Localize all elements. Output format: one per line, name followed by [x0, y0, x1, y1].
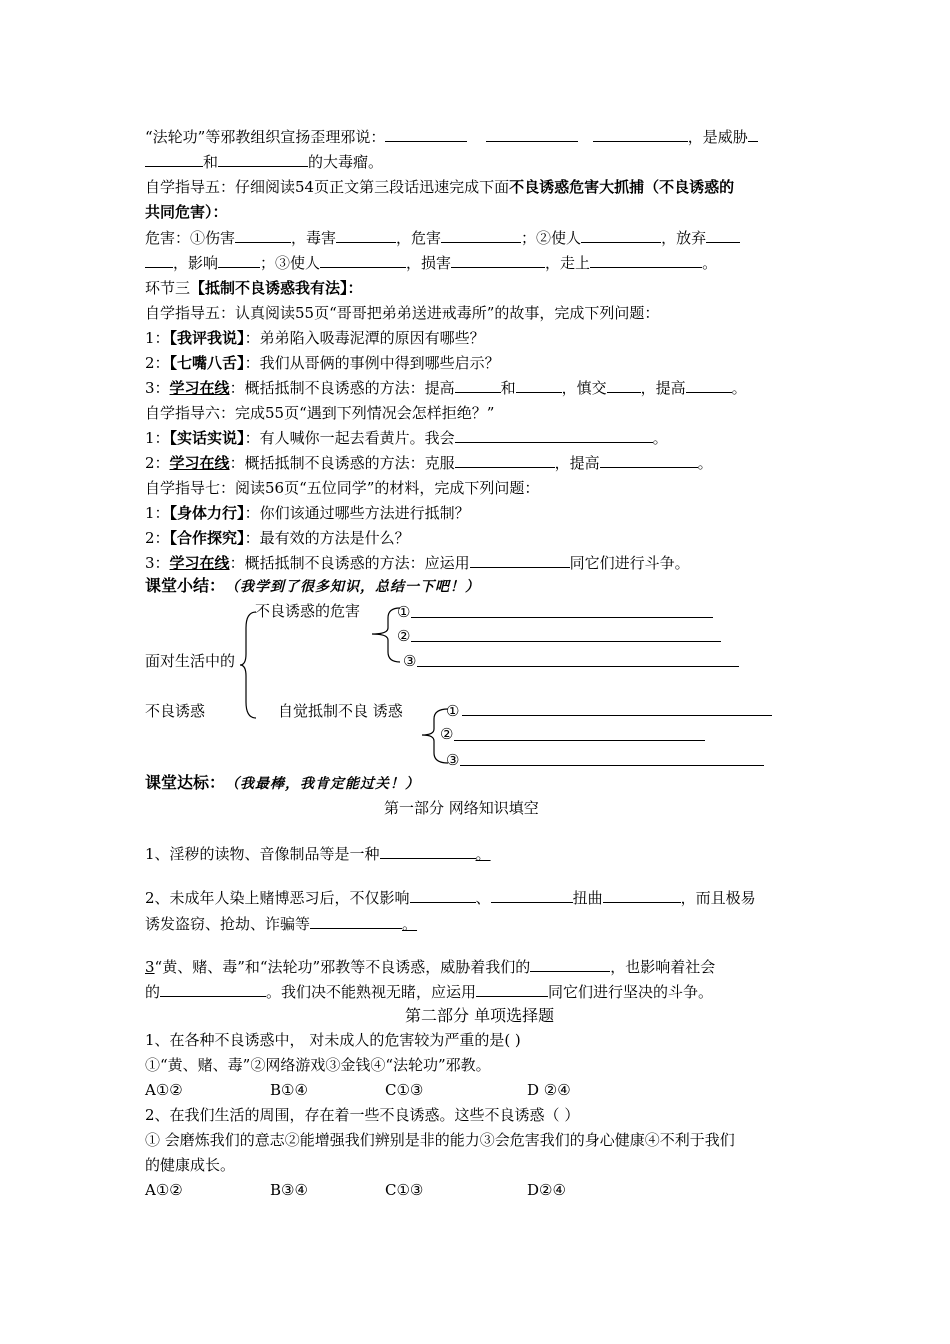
root-label-line2: 不良诱惑 [145, 702, 206, 720]
fill-blank[interactable] [607, 378, 641, 393]
choice-q1: 1、在各种不良诱惑中， 对未成人的危害较为严重的是( ) [145, 1031, 521, 1049]
fill-blank[interactable] [320, 253, 406, 268]
fill-blank[interactable] [581, 228, 661, 243]
branch-resist-label: 自觉抵制不良 诱惑 [278, 702, 403, 720]
choice-q2-items-line2: 的健康成长。 [145, 1156, 236, 1174]
fill-q3-line2: 的 。我们决不能熟视无睹，应运用 同它们进行坚决的斗争。 [145, 983, 714, 1001]
fill-blank[interactable] [516, 378, 562, 393]
guide7-q3: 3：学习在线：概括抵制不良诱惑的方法：应运用 同它们进行斗争。 [145, 554, 690, 572]
fill-blank[interactable] [530, 957, 610, 972]
fill-blank[interactable] [160, 982, 266, 997]
fill-blank[interactable] [235, 228, 291, 243]
fill-blank[interactable] [600, 453, 698, 468]
guide5a-intro: 自学指导五：仔细阅读54页正文第三段话迅速完成下面不良诱惑危害大抓捕（不良诱惑的 [145, 178, 735, 196]
fill-blank[interactable] [455, 378, 501, 393]
test-heading: 课堂达标：（我最棒，我肯定能过关！） [145, 773, 421, 792]
choice-q2: 2、在我们生活的周围，存在着一些不良诱惑。这些不良诱惑（ ） [145, 1106, 580, 1124]
fill-blank[interactable] [218, 253, 260, 268]
part1-title: 第一部分 网络知识填空 [384, 799, 539, 817]
fill-blank[interactable] [441, 228, 521, 243]
choice-q2-items-line1: ① 会磨炼我们的意志②能增强我们辨别是非的能力③会危害我们的身心健康④不利于我们 [145, 1131, 735, 1149]
fill-blank[interactable] [385, 127, 467, 142]
choice-q1-option-a[interactable]: A①② [145, 1081, 183, 1099]
fill-q2-line1: 2、未成年人染上赌博恶习后，不仅影响 、 扭曲 ，而且极易 [145, 889, 756, 907]
guide7-intro: 自学指导七：阅读56页“五位同学”的材料，完成下列问题： [145, 479, 540, 497]
guide5b-q3: 3：学习在线：概括抵制不良诱惑的方法：提高 和 ，慎交 ，提高 。 [145, 379, 747, 397]
guide6-intro: 自学指导六：完成55页“遇到下列情况会怎样拒绝？” [145, 404, 495, 422]
harm-line1: 危害：①伤害 ，毒害 ，危害 ；②使人 ，放弃 [145, 228, 740, 248]
fill-blank[interactable] [603, 888, 681, 903]
guide5a-intro-cont: 共同危害）： [145, 203, 228, 221]
choice-q1-option-c[interactable]: C①③ [385, 1081, 424, 1099]
guide5b-q1: 1：【我评我说】：弟弟陷入吸毒泥潭的原因有哪些？ [145, 329, 485, 347]
fill-blank[interactable] [476, 982, 548, 997]
fill-blank[interactable] [145, 152, 203, 167]
choice-q2-option-d[interactable]: D②④ [527, 1181, 566, 1199]
resist-item-2-marker: ② [440, 725, 454, 743]
choice-q2-option-a[interactable]: A①② [145, 1181, 183, 1199]
fill-blank[interactable] [686, 378, 732, 393]
fill-blank[interactable] [410, 888, 476, 903]
root-label-line1: 面对生活中的 [145, 652, 236, 670]
fill-blank[interactable] [706, 228, 740, 243]
choice-q2-option-c[interactable]: C①③ [385, 1181, 424, 1199]
resist-item-3-line[interactable] [460, 765, 764, 766]
fill-blank[interactable] [218, 152, 308, 167]
guide5b-intro: 自学指导五：认真阅读55页“哥哥把弟弟送进戒毒所”的故事，完成下列问题： [145, 304, 660, 322]
fill-blank[interactable] [593, 127, 688, 142]
fill-blank[interactable] [491, 888, 573, 903]
fill-blank[interactable] [590, 253, 702, 268]
choice-q2-option-b[interactable]: B③④ [270, 1181, 308, 1199]
fill-blank[interactable] [310, 914, 402, 929]
guide6-q1: 1：【实话实说】：有人喊你一起去看黄片。我会 。 [145, 429, 668, 447]
cult-sentence-line2: 和 的大毒瘤。 [145, 152, 383, 172]
resist-item-3-marker: ③ [446, 751, 460, 769]
fill-blank[interactable] [486, 127, 578, 142]
fill-blank[interactable] [145, 253, 173, 268]
root-brace [238, 610, 258, 720]
guide5b-q2: 2：【七嘴八舌】：我们从哥俩的事例中得到哪些启示？ [145, 354, 500, 372]
part2-title: 第二部分 单项选择题 [405, 1006, 555, 1025]
resist-item-2-line[interactable] [454, 740, 705, 741]
guide7-q2: 2：【合作探究】：最有效的方法是什么？ [145, 529, 410, 547]
resist-item-1-line[interactable] [462, 715, 772, 716]
fill-blank[interactable] [470, 553, 570, 568]
fill-blank[interactable] [336, 228, 396, 243]
harm-item-1-line[interactable] [411, 617, 713, 618]
fill-blank[interactable] [380, 844, 476, 859]
harm-item-1-marker: ① [397, 603, 411, 621]
guide6-q2: 2：学习在线：概括抵制不良诱惑的方法：克服 ，提高 。 [145, 454, 713, 472]
fill-blank[interactable] [455, 428, 653, 443]
section3-heading: 环节三【抵制不良诱惑我有法】： [145, 279, 363, 297]
harm-item-3-line[interactable] [417, 666, 739, 667]
fill-q3-line1: 3“黄、赌、毒”和“法轮功”邪教等不良诱惑，威胁着我们的 ，也影响着社会 [145, 958, 716, 976]
choice-q1-option-b[interactable]: B①④ [270, 1081, 308, 1099]
harm-item-3-marker: ③ [403, 652, 417, 670]
resist-item-1-marker: ① [446, 702, 460, 720]
guide7-q1: 1：【身体力行】：你们该通过哪些方法进行抵制？ [145, 504, 470, 522]
fill-blank[interactable] [455, 453, 555, 468]
choice-q1-option-d[interactable]: D ②④ [527, 1081, 571, 1099]
harm-line2: ，影响 ；③使人 ，损害 ，走上 。 [145, 253, 717, 273]
harm-item-2-marker: ② [397, 627, 411, 645]
choice-q1-items: ①“黄、赌、毒”②网络游戏③金钱④“法轮功”邪教。 [145, 1056, 491, 1074]
fill-q2-line2: 诱发盗窃、抢劫、诈骗等 。 [145, 915, 418, 933]
harm-item-2-line[interactable] [411, 641, 721, 642]
fill-q1: 1、淫秽的读物、音像制品等是一种 。 [145, 845, 491, 863]
fill-blank[interactable] [748, 127, 758, 142]
fill-blank[interactable] [451, 253, 545, 268]
branch-harm-label: 不良诱惑的危害 [255, 602, 361, 620]
cult-sentence-line1: “法轮功”等邪教组织宣扬歪理邪说： ，是威胁 [145, 127, 758, 147]
summary-heading: 课堂小结：（我学到了很多知识，总结一下吧！） [145, 576, 481, 595]
